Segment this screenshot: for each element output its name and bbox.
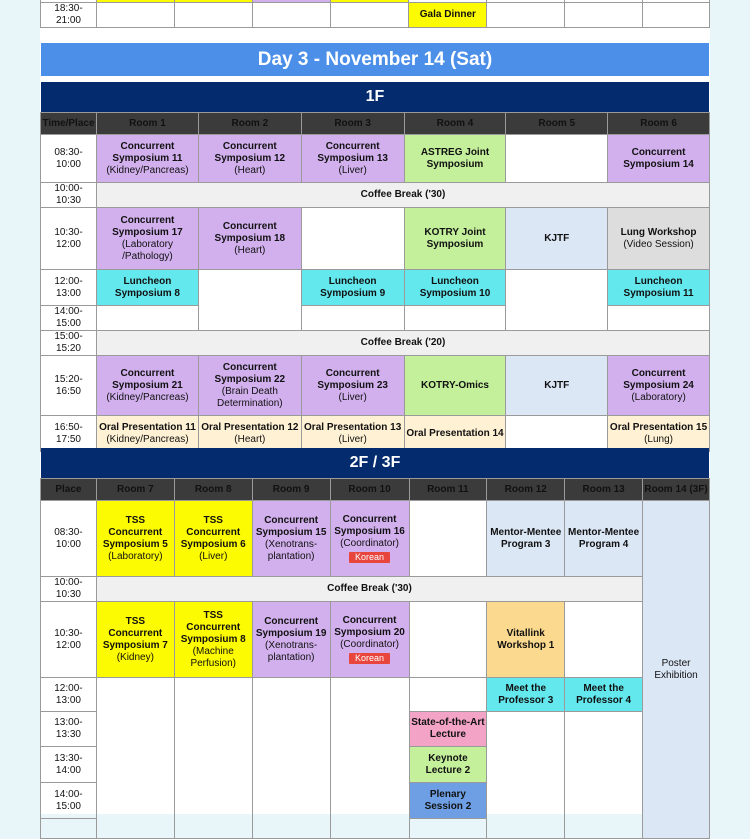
empty-cell <box>96 3 174 28</box>
header-room-8: Room 8 <box>174 479 252 501</box>
empty-cell <box>301 306 404 331</box>
header-room-11: Room 11 <box>409 479 487 501</box>
session-cell <box>301 416 404 452</box>
session-subtitle: (Kidney/Pancreas) <box>106 391 189 403</box>
header-room-5: Room 5 <box>506 113 608 135</box>
header-room-10: Room 10 <box>330 479 409 501</box>
time-cell: 10:30-12:00 <box>41 208 97 270</box>
empty-cell <box>506 135 608 183</box>
session-cell <box>404 208 506 270</box>
session-cell <box>301 135 404 183</box>
session-title: Concurrent Symposium 20 <box>334 614 405 638</box>
session-title: Concurrent Symposium 17 <box>112 214 183 238</box>
time-cell: 15:20-16:50 <box>41 356 97 416</box>
time-cell: 18:30-21:00 <box>41 3 97 28</box>
session-cell <box>608 208 710 270</box>
empty-cell <box>409 602 487 678</box>
mentor-mentee-cell: Mentor-Mentee Program 3 <box>487 501 565 577</box>
session-cell <box>404 356 506 416</box>
session-subtitle: (Liver) <box>338 391 367 403</box>
session-subtitle: (Kidney) <box>116 651 154 663</box>
session-title: Oral Presentation 15 <box>609 421 708 433</box>
time-cell: 13:00-13:30 <box>41 712 97 747</box>
session-cell <box>506 356 608 416</box>
session-cell <box>198 416 301 452</box>
session-title: Concurrent Symposium 24 <box>623 367 694 391</box>
lecture-cell: State-of-the-Art Lecture <box>409 712 487 747</box>
table-row <box>41 678 710 712</box>
session-cell <box>608 416 710 452</box>
session-title: Concurrent Symposium 14 <box>623 146 694 170</box>
session-subtitle: (Brain Death Determination) <box>217 385 283 409</box>
empty-cell <box>487 712 565 839</box>
luncheon-cell: Luncheon Symposium 11 <box>608 270 710 306</box>
session-cell <box>198 208 301 270</box>
time-cell: 12:00-13:00 <box>41 678 97 712</box>
session-title: Concurrent Symposium 22 <box>214 361 286 385</box>
time-cell: 12:00-13:00 <box>41 270 97 306</box>
session-title: TSS Concurrent Symposium 6 <box>180 514 246 550</box>
empty-cell <box>252 3 330 28</box>
session-subtitle: (Xenotrans- plantation) <box>265 639 318 663</box>
session-cell <box>174 501 252 577</box>
session-subtitle: (Kidney/Pancreas) <box>106 433 189 445</box>
session-title: Concurrent Symposium 11 <box>112 140 183 164</box>
empty-cell <box>487 3 565 28</box>
luncheon-cell: Luncheon Symposium 8 <box>96 270 198 306</box>
time-cell: 10:30-12:00 <box>41 602 97 678</box>
session-title: Concurrent Symposium 18 <box>214 220 286 244</box>
empty-cell <box>252 678 330 839</box>
session-cell <box>608 356 710 416</box>
keynote-cell: Keynote Lecture 2 <box>409 747 487 783</box>
header-room-13: Room 13 <box>565 479 643 501</box>
session-subtitle: (Heart) <box>234 433 266 445</box>
previous-day-partial-table <box>40 0 710 28</box>
session-subtitle: (Coordinator) <box>340 537 399 549</box>
session-subtitle: (Machine Perfusion) <box>190 645 237 669</box>
plenary-cell: Plenary Session 2 <box>409 783 487 819</box>
header-room-7: Room 7 <box>96 479 174 501</box>
session-subtitle: (Kidney/Pancreas) <box>106 164 189 176</box>
floor-1f-table <box>40 112 710 452</box>
session-subtitle: (Lung) <box>644 433 673 445</box>
session-cell <box>96 135 198 183</box>
session-subtitle: (Xenotrans- plantation) <box>265 538 318 562</box>
session-cell <box>608 135 710 183</box>
session-title: KOTRY-Omics <box>421 379 489 391</box>
time-cell: 10:00-10:30 <box>41 577 97 602</box>
session-subtitle: (Laboratory) <box>631 391 686 403</box>
header-room-2: Room 2 <box>198 113 301 135</box>
poster-exhibition-cell: Poster Exhibition <box>643 501 710 839</box>
session-cell <box>506 208 608 270</box>
session-title: Oral Presentation 14 <box>406 427 504 439</box>
table-row <box>41 183 710 208</box>
empty-cell <box>301 208 404 270</box>
mentor-mentee-cell: Mentor-Mentee Program 4 <box>565 501 643 577</box>
coffee-break-cell: Coffee Break ('20) <box>96 331 709 356</box>
session-cell <box>404 135 506 183</box>
korean-language-badge: Korean <box>349 552 390 563</box>
time-cell: 13:30-14:00 <box>41 747 97 783</box>
meet-professor-cell: Meet the Professor 4 <box>565 678 643 712</box>
empty-cell <box>174 678 252 839</box>
session-cell <box>404 416 506 452</box>
empty-cell <box>565 602 643 678</box>
empty-cell <box>565 3 643 28</box>
session-title: Concurrent Symposium 16 <box>334 513 405 537</box>
session-title: Oral Presentation 12 <box>201 421 299 433</box>
session-title: KJTF <box>544 232 570 244</box>
floor-1f-title: 1F <box>41 82 709 112</box>
empty-cell <box>506 270 608 331</box>
session-subtitle: (Heart) <box>234 244 266 256</box>
workshop-cell: Vitallink Workshop 1 <box>487 602 565 678</box>
time-cell: 14:00-15:00 <box>41 306 97 331</box>
session-cell <box>330 602 409 678</box>
header-row <box>41 479 710 501</box>
time-cell: 15:00-15:20 <box>41 331 97 356</box>
header-place: Place <box>41 479 97 501</box>
header-room-3: Room 3 <box>301 113 404 135</box>
session-cell <box>96 356 198 416</box>
time-cell: 08:30-10:00 <box>41 135 97 183</box>
header-room-9: Room 9 <box>252 479 330 501</box>
table-row <box>41 416 710 452</box>
session-title: Concurrent Symposium 21 <box>112 367 183 391</box>
session-title: Concurrent Symposium 15 <box>255 514 327 538</box>
session-cell <box>330 501 409 577</box>
gala-dinner-cell: Gala Dinner <box>409 3 487 28</box>
session-title: Oral Presentation 13 <box>304 421 402 433</box>
time-cell: 10:00-10:30 <box>41 183 97 208</box>
header-room-6: Room 6 <box>608 113 710 135</box>
session-subtitle: (Liver) <box>199 550 228 562</box>
table-row <box>41 135 710 183</box>
session-cell <box>198 356 301 416</box>
session-subtitle: (Laboratory) <box>108 550 163 562</box>
session-title: Lung Workshop <box>620 226 697 238</box>
session-cell <box>252 501 330 577</box>
table-row <box>41 331 710 356</box>
time-cell: 16:50-17:50 <box>41 416 97 452</box>
session-title: TSS Concurrent Symposium 7 <box>102 615 168 651</box>
table-row <box>41 602 710 678</box>
luncheon-cell: Luncheon Symposium 10 <box>404 270 506 306</box>
header-room-4: Room 4 <box>404 113 506 135</box>
session-subtitle: (Laboratory /Pathology) <box>121 238 174 262</box>
table-row <box>41 270 710 306</box>
time-cell: 14:00-15:00 <box>41 783 97 819</box>
empty-cell <box>174 3 252 28</box>
session-subtitle: (Coordinator) <box>340 638 399 650</box>
empty-cell <box>506 416 608 452</box>
session-title: KOTRY Joint Symposium <box>424 226 486 250</box>
meet-professor-cell: Meet the Professor 3 <box>487 678 565 712</box>
table-row <box>41 501 710 577</box>
session-cell <box>198 135 301 183</box>
empty-cell <box>96 678 174 839</box>
session-cell <box>96 416 198 452</box>
session-subtitle: (Liver) <box>338 433 367 445</box>
empty-cell <box>409 678 487 712</box>
session-cell <box>174 602 252 678</box>
empty-cell <box>409 819 487 839</box>
header-room-12: Room 12 <box>487 479 565 501</box>
session-cell <box>96 501 174 577</box>
session-title: KJTF <box>544 379 570 391</box>
session-cell <box>252 602 330 678</box>
empty-cell <box>565 712 643 839</box>
header-room-14: Room 14 (3F) <box>643 479 710 501</box>
coffee-break-cell: Coffee Break ('30) <box>96 183 709 208</box>
korean-language-badge: Korean <box>349 653 390 664</box>
empty-cell <box>404 306 506 331</box>
table-row <box>41 208 710 270</box>
session-title: Concurrent Symposium 23 <box>317 367 388 391</box>
table-row <box>41 356 710 416</box>
luncheon-cell: Luncheon Symposium 9 <box>301 270 404 306</box>
empty-cell <box>643 3 710 28</box>
session-subtitle: (Video Session) <box>623 238 694 250</box>
header-room-1: Room 1 <box>96 113 198 135</box>
table-row <box>41 306 710 331</box>
session-title: Concurrent Symposium 19 <box>255 615 327 639</box>
header-row <box>41 113 710 135</box>
empty-cell <box>96 306 198 331</box>
session-subtitle: (Heart) <box>234 164 266 176</box>
schedule-page <box>40 0 710 814</box>
session-title: Concurrent Symposium 13 <box>317 140 388 164</box>
session-title: TSS Concurrent Symposium 5 <box>102 514 168 550</box>
header-time-place: Time/Place <box>41 113 97 135</box>
floor-2f3f-table <box>40 478 710 839</box>
session-title: TSS Concurrent Symposium 8 <box>180 609 246 645</box>
empty-cell <box>608 306 710 331</box>
floor-2f3f-title: 2F / 3F <box>41 448 709 478</box>
empty-cell <box>330 3 409 28</box>
empty-cell <box>41 819 97 839</box>
table-row <box>41 577 710 602</box>
session-cell <box>96 602 174 678</box>
empty-cell <box>409 501 487 577</box>
coffee-break-cell: Coffee Break ('30) <box>96 577 642 602</box>
time-cell: 08:30-10:00 <box>41 501 97 577</box>
session-title: ASTREG Joint Symposium <box>420 146 490 170</box>
session-title: Concurrent Symposium 12 <box>214 140 286 164</box>
session-cell <box>301 356 404 416</box>
session-title: Oral Presentation 11 <box>99 421 196 433</box>
empty-cell <box>198 270 301 331</box>
empty-cell <box>330 678 409 839</box>
day-title: Day 3 - November 14 (Sat) <box>41 43 709 76</box>
session-cell <box>96 208 198 270</box>
session-subtitle: (Liver) <box>338 164 367 176</box>
